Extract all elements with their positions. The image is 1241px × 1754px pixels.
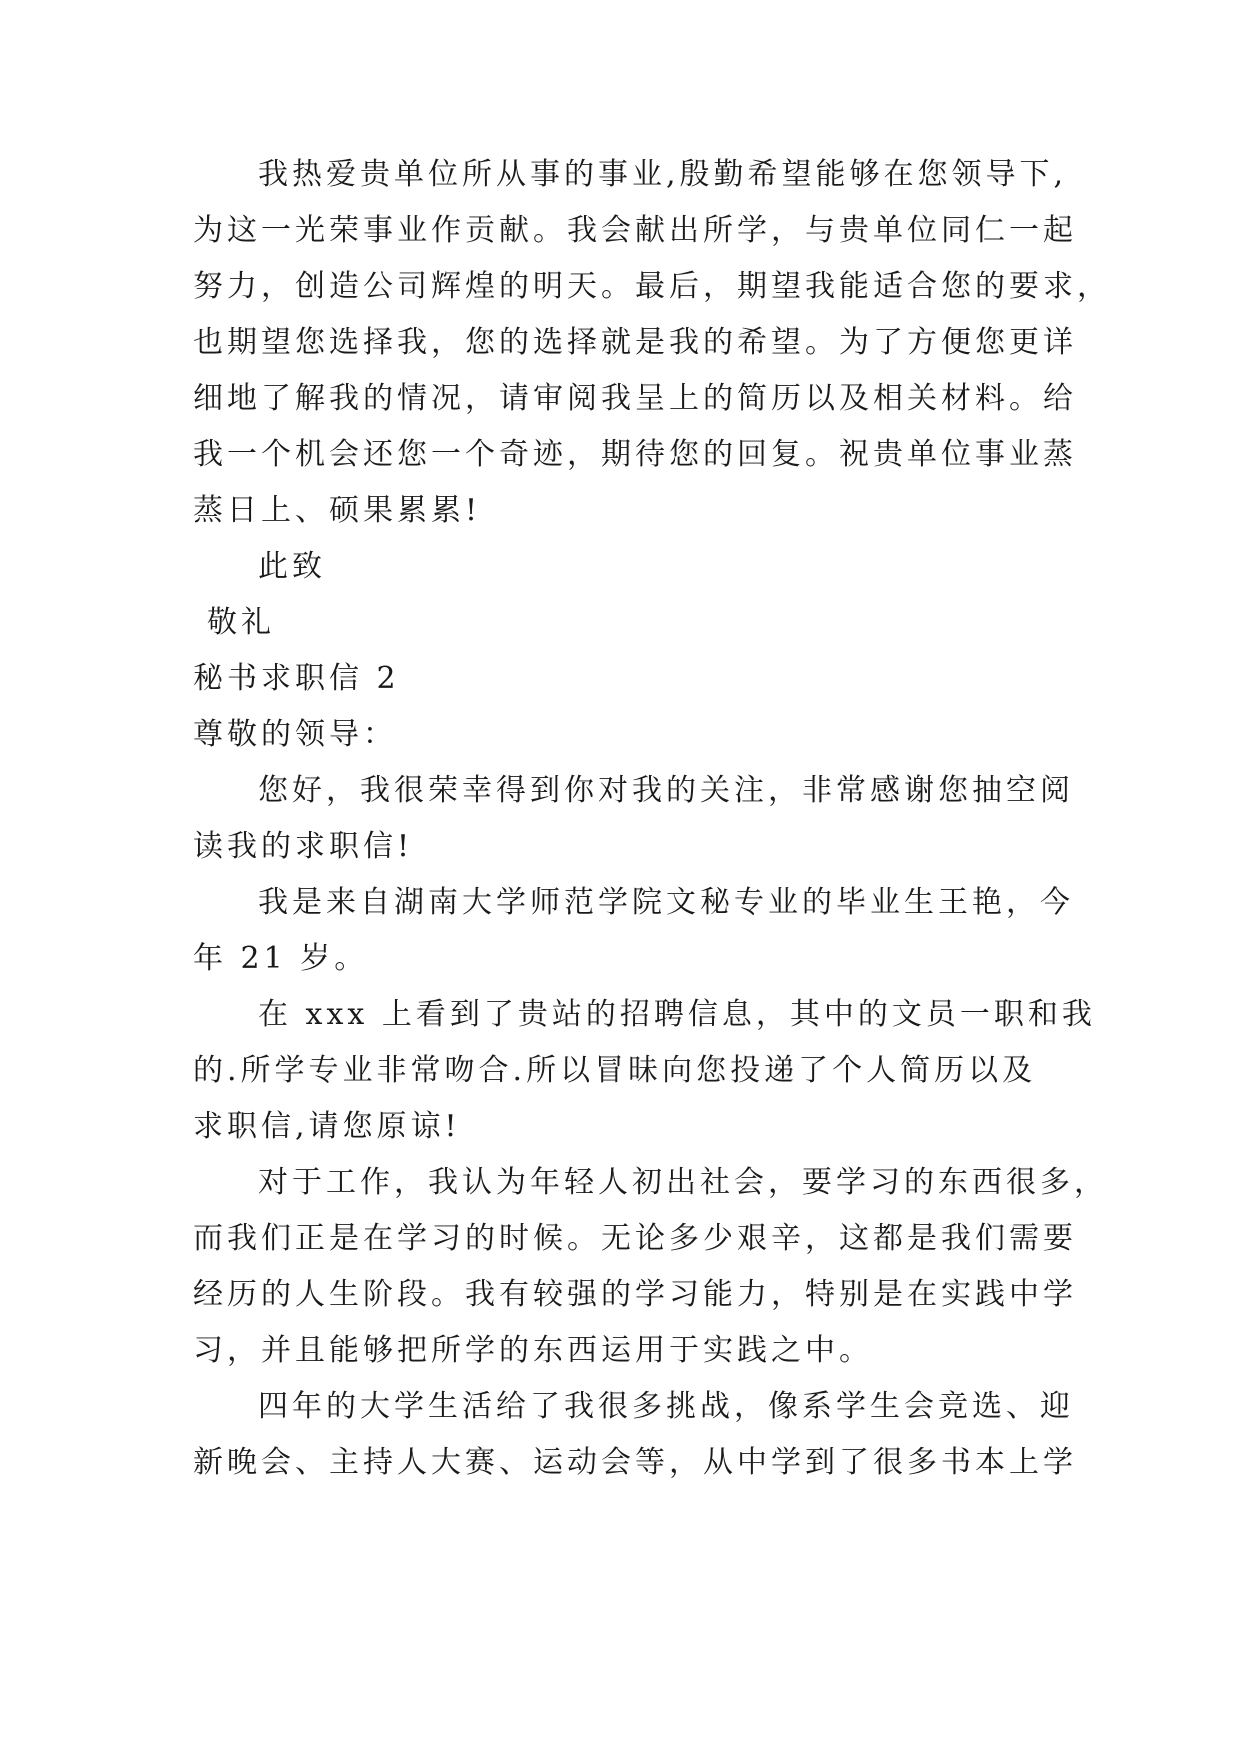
letter-title: 秘书求职信 2 <box>193 661 400 696</box>
paragraph-line: 求职信,请您原谅! <box>193 1109 461 1144</box>
paragraph-line: 蒸日上、硕果累累! <box>193 493 482 528</box>
paragraph-line: 对于工作，我认为年轻人初出社会，要学习的东西很多， <box>258 1165 1108 1200</box>
greeting: 尊敬的领导： <box>193 717 397 752</box>
paragraph-line: 的.所学专业非常吻合.所以冒昧向您投递了个人简历以及 <box>193 1053 1037 1088</box>
paragraph-line: 您好，我很荣幸得到你对我的关注，非常感谢您抽空阅 <box>258 773 1074 808</box>
paragraph-line: 在 xxx 上看到了贵站的招聘信息，其中的文员一职和我 <box>258 997 1096 1032</box>
paragraph-line: 我一个机会还您一个奇迹，期待您的回复。祝贵单位事业蒸 <box>193 437 1077 472</box>
paragraph-line: 为这一光荣事业作贡献。我会献出所学，与贵单位同仁一起 <box>193 213 1077 248</box>
paragraph-line: 我是来自湖南大学师范学院文秘专业的毕业生王艳，今 <box>258 885 1074 920</box>
closing-line: 此致 <box>258 549 326 584</box>
paragraph-line: 年 21 岁。 <box>193 941 369 976</box>
paragraph-line: 也期望您选择我，您的选择就是我的希望。为了方便您更详 <box>193 325 1077 360</box>
paragraph-line: 我热爱贵单位所从事的事业,殷勤希望能够在您领导下, <box>258 157 1068 192</box>
paragraph-line: 经历的人生阶段。我有较强的学习能力，特别是在实践中学 <box>193 1277 1077 1312</box>
paragraph-line: 细地了解我的情况，请审阅我呈上的简历以及相关材料。给 <box>193 381 1077 416</box>
paragraph-line: 努力，创造公司辉煌的明天。最后，期望我能适合您的要求， <box>193 269 1111 304</box>
paragraph-line: 读我的求职信! <box>193 829 414 864</box>
paragraph-line: 四年的大学生活给了我很多挑战，像系学生会竞选、迎 <box>258 1389 1074 1424</box>
closing-salutation: 敬礼 <box>207 605 275 640</box>
paragraph-line: 新晚会、主持人大赛、运动会等，从中学到了很多书本上学 <box>193 1445 1077 1480</box>
paragraph-line: 习，并且能够把所学的东西运用于实践之中。 <box>193 1333 873 1368</box>
paragraph-line: 而我们正是在学习的时候。无论多少艰辛，这都是我们需要 <box>193 1221 1077 1256</box>
